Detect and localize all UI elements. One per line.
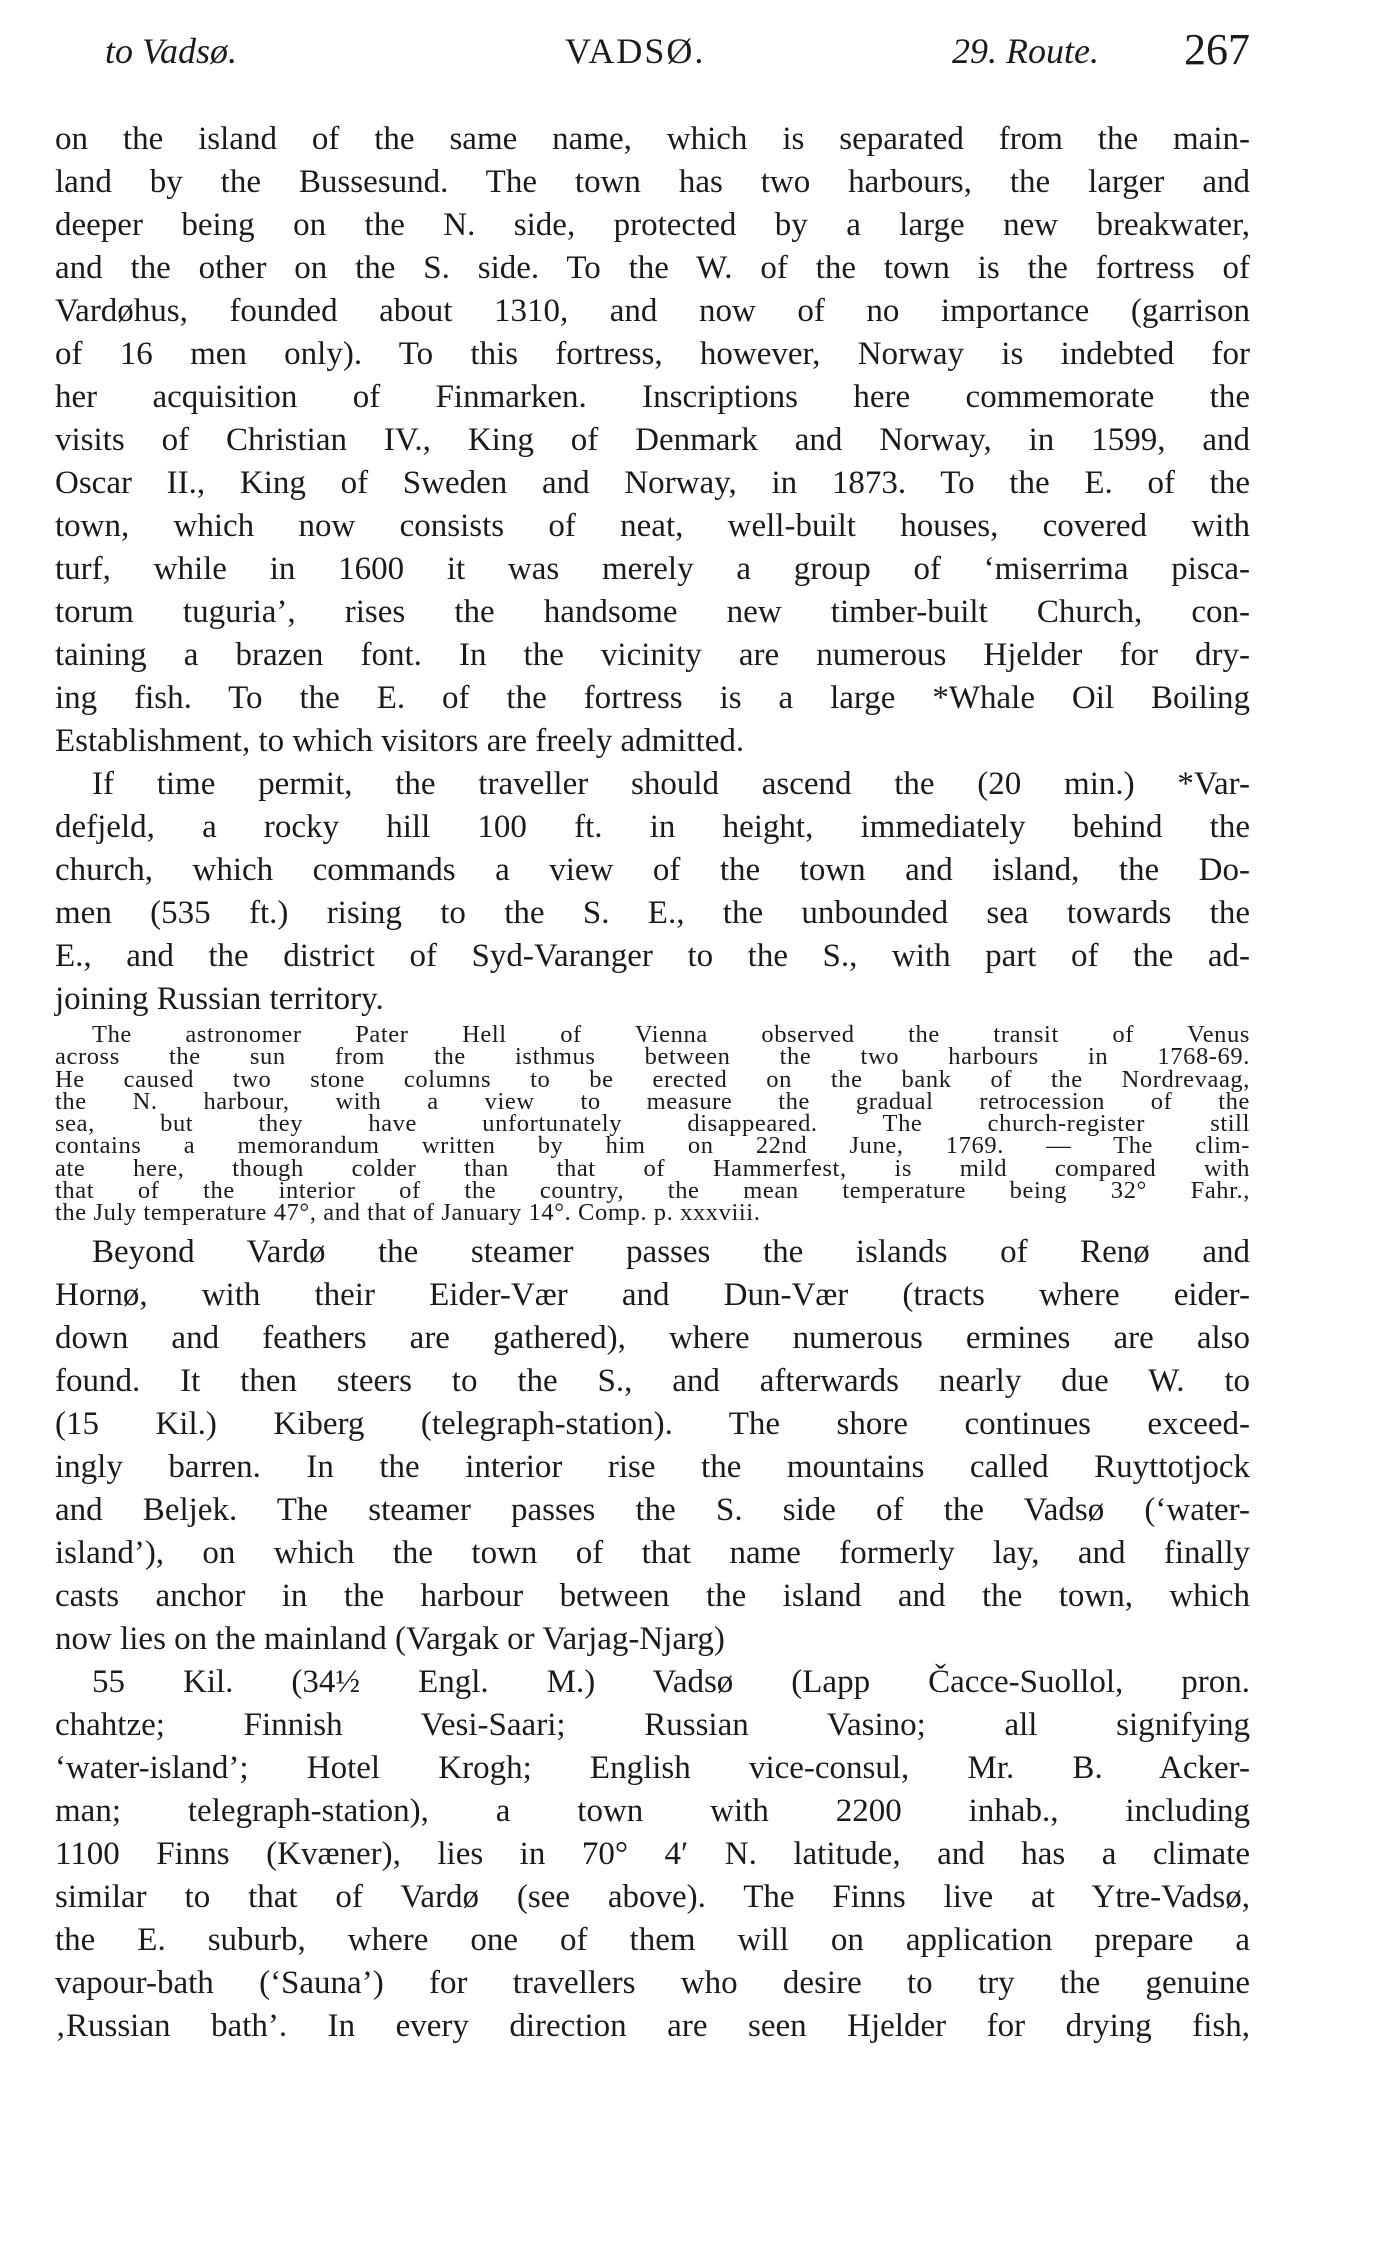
- text-line: and the other on the S. side. To the W. of the town is the fortress of: [55, 250, 1250, 286]
- text-line: Hornø, with their Eider-Vær and Dun-Vær (tracts where eider-: [55, 1276, 1250, 1313]
- text-line: Establishment, to which visitors are freely admitted.: [55, 723, 745, 759]
- text-line: If time permit, the traveller should ascend the (20 min.) *Var-: [92, 766, 1250, 802]
- note-line: The astronomer Pater Hell of Vienna observed the transit of Venus: [92, 1021, 1250, 1048]
- text-line: taining a brazen font. In the vicinity are numerous Hjelder for dry-: [55, 637, 1250, 673]
- text-line: visits of Christian IV., King of Denmark and Norway, in 1599, and: [55, 422, 1250, 458]
- text-line: Beyond Vardø the steamer passes the islands of Renø and: [92, 1233, 1250, 1270]
- text-line: ing fish. To the E. of the fortress is a large *Whale Oil Boiling: [55, 680, 1250, 716]
- running-head-route: 29. Route.: [952, 31, 1099, 71]
- text-line: ‘water-island’; Hotel Krogh; English vice-consul, Mr. B. Acker-: [55, 1749, 1250, 1786]
- text-line: island’), on which the town of that name formerly lay, and finally: [55, 1534, 1250, 1571]
- note-line: ate here, though colder than that of Hammerfest, is mild compared with: [55, 1154, 1250, 1182]
- small-print-note: [55, 1021, 1250, 1227]
- text-line: (15 Kil.) Kiberg (telegraph-station). The shore continues exceed-: [55, 1405, 1250, 1442]
- running-head-title: VADSØ.: [565, 31, 706, 71]
- text-line: 55 Kil. (34½ Engl. M.) Vadsø (Lapp Čacce-Suollol, pron.: [92, 1663, 1250, 1700]
- text-line: turf, while in 1600 it was merely a group of ‘miserrima pisca-: [55, 551, 1250, 587]
- text-line: land by the Bussesund. The town has two harbours, the larger and: [55, 164, 1250, 200]
- text-line: men (535 ft.) rising to the S. E., the unbounded sea towards the: [55, 895, 1250, 931]
- text-line: her acquisition of Finmarken. Inscriptions here commemorate the: [55, 379, 1250, 415]
- text-line: vapour-bath (‘Sauna’) for travellers who desire to try the genuine: [55, 1964, 1250, 2001]
- text-line: town, which now consists of neat, well-built houses, covered with: [55, 508, 1250, 544]
- text-line: torum tuguria’, rises the handsome new timber-built Church, con-: [55, 594, 1250, 630]
- note-line: the July temperature 47°, and that of January 14°. Comp. p. xxxviii.: [55, 1199, 761, 1227]
- text-line: church, which commands a view of the town and island, the Do-: [55, 852, 1250, 888]
- text-line: E., and the district of Syd-Varanger to the S., with part of the ad-: [55, 938, 1250, 974]
- text-line: defjeld, a rocky hill 100 ft. in height, immediately behind the: [55, 809, 1250, 845]
- paragraph-vadso: [55, 1661, 1250, 2048]
- text-line: casts anchor in the harbour between the island and the town, which: [55, 1577, 1250, 1614]
- page-number: 267: [1184, 25, 1250, 74]
- body-text: [55, 118, 1250, 2048]
- note-line: sea, but they have unfortunately disappeared. The church-register still: [55, 1110, 1250, 1138]
- text-line: the E. suburb, where one of them will on application prepare a: [55, 1921, 1250, 1958]
- text-line: and Beljek. The steamer passes the S. side of the Vadsø (‘water-: [55, 1491, 1250, 1528]
- paragraph-beyond-vardo: [55, 1231, 1250, 1661]
- running-head-left: to Vadsø.: [105, 31, 238, 71]
- paragraph-vardefjeld: [55, 763, 1250, 1021]
- text-line: chahtze; Finnish Vesi-Saari; Russian Vasino; all signifying: [55, 1706, 1250, 1743]
- text-line: Oscar II., King of Sweden and Norway, in 1873. To the E. of the: [55, 465, 1250, 501]
- note-line: contains a memorandum written by him on 22nd June, 1769. — The clim-: [55, 1132, 1250, 1160]
- text-line: Vardøhus, founded about 1310, and now of no importance (garrison: [55, 293, 1250, 329]
- note-line: across the sun from the isthmus between the two harbours in 1768-69.: [55, 1043, 1250, 1071]
- text-line: of 16 men only). To this fortress, however, Norway is indebted for: [55, 336, 1250, 372]
- text-line: deeper being on the N. side, protected by a large new breakwater,: [55, 207, 1250, 243]
- note-line: the N. harbour, with a view to measure the gradual retrocession of the: [55, 1087, 1250, 1115]
- note-line: that of the interior of the country, the mean temperature being 32° Fahr.,: [55, 1177, 1250, 1205]
- text-line: ‚Russian bath’. In every direction are seen Hjelder for drying fish,: [55, 2007, 1250, 2044]
- text-line: down and feathers are gathered), where numerous ermines are also: [55, 1319, 1250, 1356]
- paragraph-vardo: [55, 118, 1250, 763]
- text-line: man; telegraph-station), a town with 2200 inhab., including: [55, 1792, 1250, 1829]
- text-line: similar to that of Vardø (see above). The Finns live at Ytre-Vadsø,: [55, 1878, 1250, 1915]
- text-line: 1100 Finns (Kvæner), lies in 70° 4′ N. latitude, and has a climate: [55, 1835, 1250, 1872]
- running-head: [105, 25, 1250, 82]
- text-line: on the island of the same name, which is separated from the main-: [55, 121, 1250, 157]
- text-line: ingly barren. In the interior rise the mountains called Ruyttotjock: [55, 1448, 1250, 1485]
- text-line: joining Russian territory.: [55, 981, 384, 1017]
- text-line: now lies on the mainland (Vargak or Varjag-Njarg): [55, 1620, 725, 1657]
- note-line: He caused two stone columns to be erected on the bank of the Nordrevaag,: [55, 1065, 1250, 1093]
- text-line: found. It then steers to the S., and afterwards nearly due W. to: [55, 1362, 1250, 1399]
